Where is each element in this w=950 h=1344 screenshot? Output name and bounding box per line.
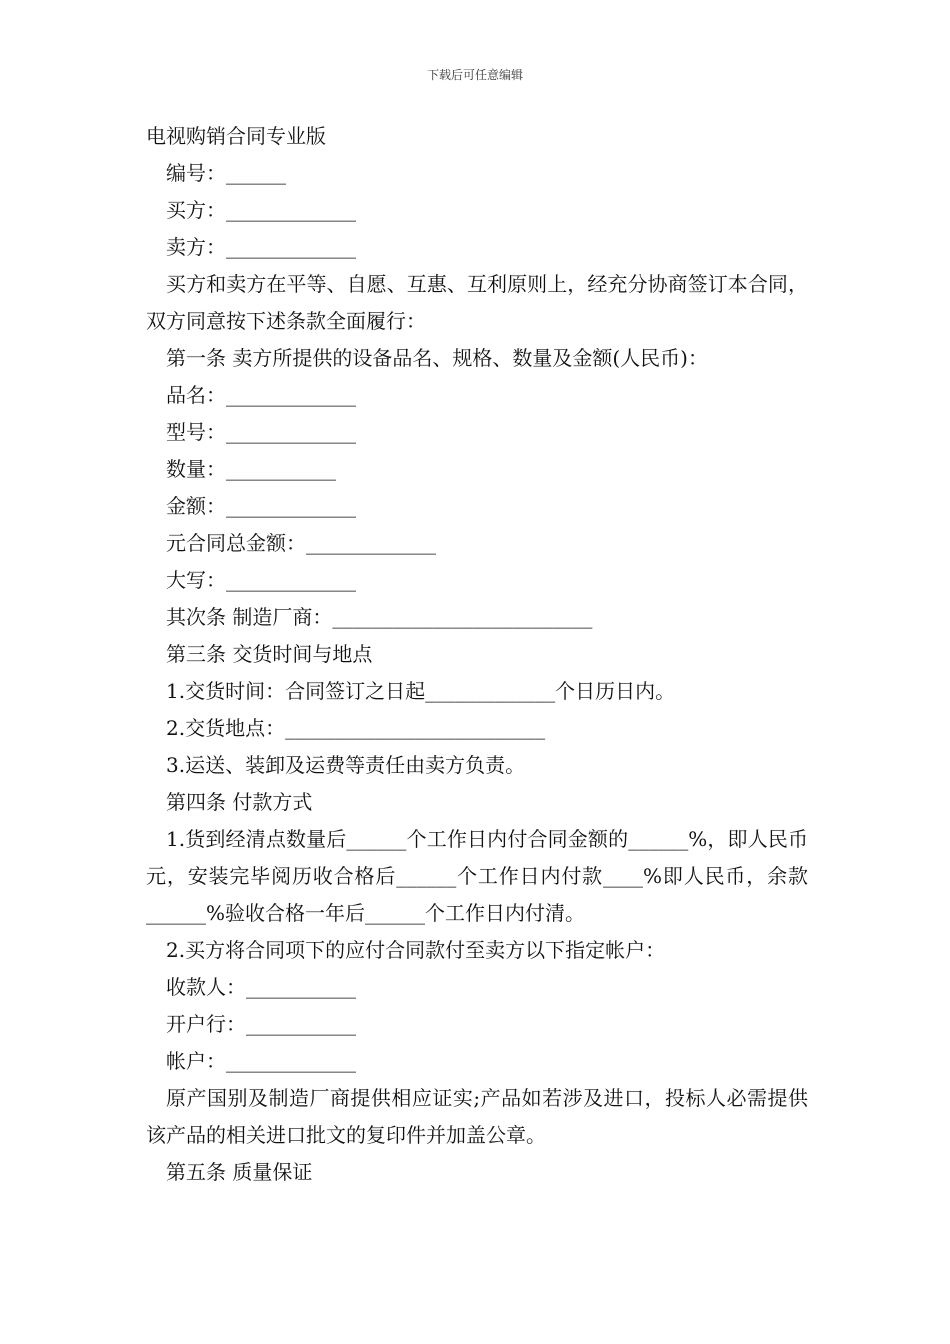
transport-responsibility-line: 3.运送、装卸及运费等责任由卖方负责。 bbox=[166, 753, 526, 777]
article-1-heading: 第一条 卖方所提供的设备品名、规格、数量及金额(人民币)： bbox=[166, 346, 708, 370]
payment-account-line: 2.买方将合同项下的应付合同款付至卖方以下指定帐户： bbox=[166, 938, 666, 962]
amount-in-words-line: 大写：_____________ bbox=[166, 568, 356, 592]
preamble-paragraph: 买方和卖方在平等、自愿、互惠、互利原则上，经充分协商签订本合同，双方同意按下述条款全面履行： bbox=[146, 272, 808, 333]
document-title: 电视购销合同专业版 bbox=[146, 124, 326, 148]
seller-line: 卖方：_____________ bbox=[166, 235, 356, 259]
amount-line: 金额：_____________ bbox=[166, 494, 356, 518]
contract-number-line: 编号：______ bbox=[166, 161, 286, 185]
delivery-place-line: 2.交货地点：__________________________ bbox=[166, 716, 546, 740]
origin-certificate-paragraph: 原产国别及制造厂商提供相应证实;产品如若涉及进口，投标人必需提供该产品的相关进口批文的复印件并加盖公章。 bbox=[146, 1086, 808, 1147]
product-name-line: 品名：_____________ bbox=[166, 383, 356, 407]
buyer-line: 买方：_____________ bbox=[166, 198, 356, 222]
article-5-heading: 第五条 质量保证 bbox=[166, 1160, 313, 1184]
total-amount-line: 元合同总金额：_____________ bbox=[166, 531, 436, 555]
contract-document bbox=[146, 118, 808, 1191]
delivery-time-line: 1.交货时间：合同签订之日起_____________个日历日内。 bbox=[166, 679, 676, 703]
article-3-heading: 第三条 交货时间与地点 bbox=[166, 642, 373, 666]
article-4-heading: 第四条 付款方式 bbox=[166, 790, 313, 814]
account-line: 帐户：_____________ bbox=[166, 1049, 356, 1073]
page-header-note: 下载后可任意编辑 bbox=[426, 68, 523, 82]
payee-line: 收款人：___________ bbox=[166, 975, 356, 999]
model-line: 型号：_____________ bbox=[166, 420, 356, 444]
article-2-manufacturer: 其次条 制造厂商：__________________________ bbox=[166, 605, 593, 629]
quantity-line: 数量：___________ bbox=[166, 457, 336, 481]
bank-line: 开户行：___________ bbox=[166, 1012, 356, 1036]
payment-terms-paragraph: 1.货到经清点数量后______个工作日内付合同金额的______%，即人民币元，安装完毕阅历收合格后______个工作日内付款____%即人民币，余款______%验收合格一年后______个工作日内付清。 bbox=[146, 827, 808, 925]
